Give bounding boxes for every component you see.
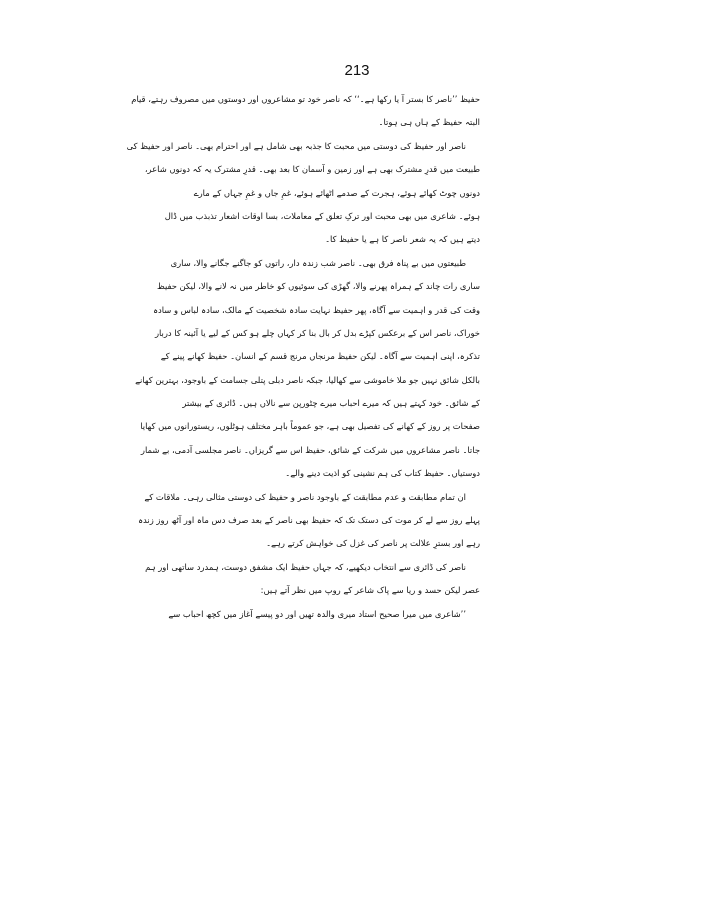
text-line: رہے اور بسترِ علالت پر ناصر کی غزل کی خواہش کرتے رہے۔	[266, 538, 480, 549]
text-line: دیتے ہیں کہ یہ شعر ناصر کا ہے یا حفیظ کا۔	[325, 234, 480, 245]
text-line: ہوئے۔ شاعری میں بھی محبت اور ترکِ تعلق کے معاملات، بسا اوقات اشعار تذبذب میں ڈال	[164, 210, 480, 221]
text-line: پہلے روز سے لے کر موت کی دستک تک کہ حفیظ بھی ناصر کے بعد صرف دس ماہ اور آٹھ روز زندہ	[138, 515, 480, 526]
text-line: ’’شاعری میں میرا صحیح استاد میری والدہ تھیں اور دو پیسے آغاز میں کچھ احباب سے	[168, 608, 466, 619]
text-line: خوراک، ناصر اس کے برعکس کپڑے بدل کر بال بنا کر کہاں چلے ہو کس کے لیے یا آئینہ کا دربار	[154, 327, 480, 338]
text-line: دونوں چوٹ کھائے ہوئے، ہجرت کے صدمے اٹھائے ہوئے، غمِ جاں و غمِ جہاں کے مارے	[193, 187, 480, 198]
text-line: تذکرہ، اپنی اہمیت سے آگاہ۔ لیکن حفیظ مرنجاں مرنج قسم کے انسان۔ حفیظ کھانے پینے کے	[160, 351, 480, 362]
text-line: طبیعت میں قدرِ مشترک بھی ہے اور زمین و آسمان کا بعد بھی۔ قدرِ مشترک یہ کہ دونوں شاعر،	[144, 164, 480, 175]
text-line: بالکل شائق نہیں جو ملا خاموشی سے کھالیا، جبکہ ناصر دبلی پتلی جسامت کے باوجود، بہترین کھانے	[135, 374, 480, 385]
page-number: 213	[344, 62, 370, 79]
text-line: ساری رات چاند کے ہمراہ پھرنے والا، گھڑی کی سوئیوں کو خاطر میں نہ لانے والا، لیکن حفیظ	[157, 281, 480, 292]
text-line: طبیعتوں میں بے پناہ فرق بھی۔ ناصر شب زندہ دار، راتوں کو جاگنے جگانے والا، ساری	[170, 257, 466, 268]
text-line: جاتا۔ ناصر مشاعروں میں شرکت کے شائق، حفیظ اس سے گریزاں۔ ناصر مجلسی آدمی، بے شمار	[140, 444, 480, 455]
text-line: البتہ حفیظ کے ہاں ہی ہوتا۔	[378, 117, 480, 128]
text-line: عصر لیکن حسد و ریا سے پاک شاعر کے روپ میں نظر آتے ہیں:	[260, 585, 480, 596]
urdu-text-body	[126, 88, 480, 626]
text-line: کے شائق۔ خود کہتے ہیں کہ میرے احباب میرے چٹورپن سے نالاں ہیں۔ ڈائری کے بیشتر	[182, 398, 480, 409]
text-line: ان تمام مطابقت و عدم مطابقت کے باوجود ناصر و حفیظ کی دوستی مثالی رہی۔ ملاقات کے	[144, 491, 466, 502]
text-line: دوستیاں۔ حفیظ کتاب کی ہم نشینی کو اذیت دینے والے۔	[285, 468, 480, 479]
text-line: حفیظ ’’ناصر کا بستر آ یا رکھا ہے۔‘‘ کہ ناصر خود تو مشاعروں اور دوستوں میں مصروف رہتے، قیام	[131, 94, 480, 104]
text-line: ناصر اور حفیظ کی دوستی میں محبت کا جذبہ بھی شامل ہے اور احترام بھی۔ ناصر اور حفیظ کی	[126, 140, 466, 151]
text-line: وقت کی قدر و اہمیت سے آگاہ، پھر حفیظ نہایت سادہ شخصیت کے مالک، سادہ لباس و سادہ	[153, 304, 480, 315]
text-line: ناصر کی ڈائری سے انتخاب دیکھیے، کہ جہاں حفیظ ایک مشفق دوست، ہمدرد ساتھی اور ہم	[145, 561, 466, 572]
text-line: صفحات پر روز کے کھانے کی تفصیل بھی ہے، جو عموماً باہر مختلف ہوٹلوں، ریستورانوں میں کھایا	[140, 421, 480, 432]
